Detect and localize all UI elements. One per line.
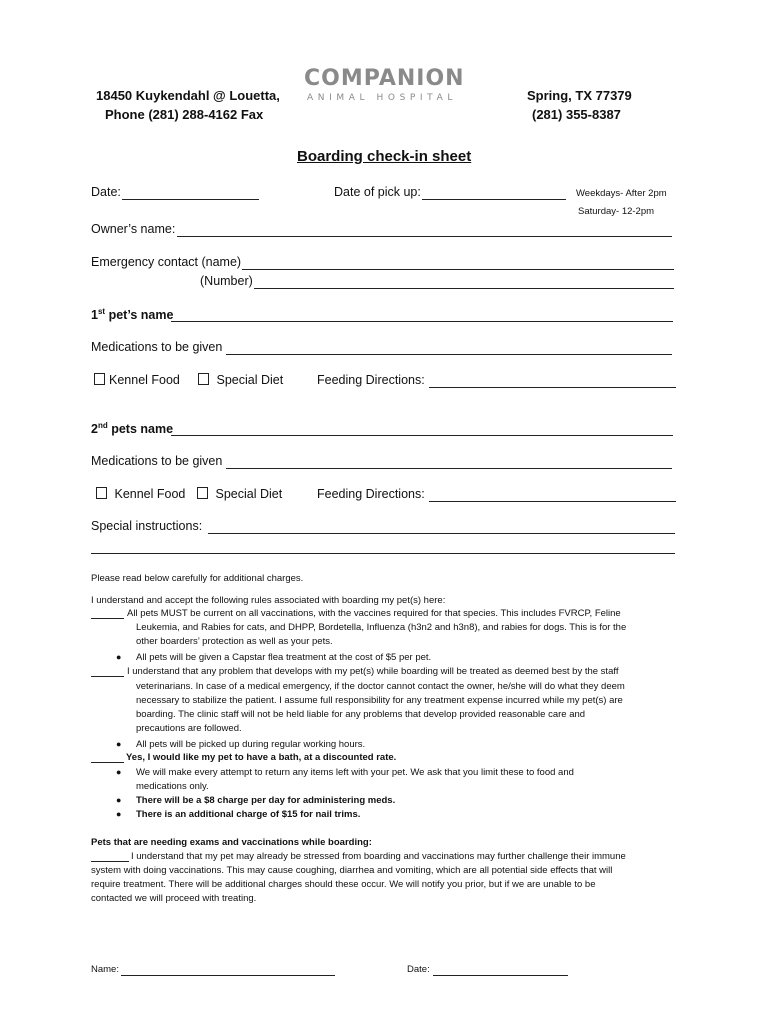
owner-name-label: Owner’s name: [91, 222, 176, 236]
pet1-kennel-food [94, 373, 180, 387]
rule1-line1: All pets MUST be current on all vaccinations, with the vaccines required for that species. This includes FVRCP, Feline [127, 608, 621, 619]
initial-vaccines-field[interactable] [91, 618, 124, 619]
pet2-name-label: 2nd pets name [91, 421, 174, 437]
special-instructions-field[interactable] [208, 533, 675, 534]
kennel-food-label: Kennel Food [114, 487, 186, 501]
pet2-meds-field[interactable] [226, 468, 672, 469]
bullet-icon: ● [116, 652, 122, 662]
pickup-date-label: Date of pick up: [334, 185, 421, 199]
footer-name-label: Name: [91, 964, 119, 975]
phone-line: Phone (281) 288-4162 Fax [105, 107, 264, 122]
exams-line1: I understand that my pet may already be stressed from boarding and vaccinations may further challenge their immune [131, 851, 626, 862]
bullet-icon: ● [116, 767, 122, 777]
pet1-name-label: 1st pet’s name [91, 307, 174, 323]
initial-bath-field[interactable] [91, 762, 124, 763]
exams-heading: Pets that are needing exams and vaccinations while boarding: [91, 837, 372, 848]
pet2-special-diet [197, 487, 282, 501]
bullet-capstar: All pets will be given a Capstar flea treatment at the cost of $5 per pet. [136, 652, 432, 663]
owner-name-field[interactable] [177, 236, 672, 237]
bullet-icon: ● [116, 795, 122, 805]
pet2-feeding-field[interactable] [429, 501, 676, 502]
bullet-items-line2: medications only. [136, 781, 209, 792]
bullet-nail-trims: There is an additional charge of $15 for nail trims. [136, 809, 361, 820]
rules-intro: Please read below carefully for additional charges. [91, 573, 304, 584]
rule2-line4: boarding. The clinic staff will not be held liable for any problems that develop provided reasonable care and [136, 709, 586, 720]
pet2-name-field[interactable] [171, 435, 673, 436]
pet2-special-diet-checkbox[interactable] [197, 487, 208, 499]
bullet-meds-charge: There will be a $8 charge per day for administering meds. [136, 795, 396, 806]
date-label: Date: [91, 185, 121, 199]
rule1-line3: other boarders’ protection as well as your pets. [136, 636, 333, 647]
pet1-kennel-food-checkbox[interactable] [94, 373, 105, 385]
page-title: Boarding check-in sheet [297, 148, 472, 165]
address-line: 18450 Kuykendahl @ Louetta, [96, 88, 280, 103]
special-instructions-field-2[interactable] [91, 553, 675, 554]
exams-line3: require treatment. There will be additional charges should these occur. We will notify you prior, but if we are unable to be [91, 879, 596, 890]
emergency-contact-field[interactable] [242, 269, 674, 270]
weekdays-hours: Weekdays- After 2pm [576, 188, 667, 199]
rule2-line2: veterinarians. In case of a medical emergency, if the doctor cannot contact the owner, he/she will do what they deem [136, 681, 625, 692]
emergency-number-label: (Number) [200, 274, 253, 288]
initial-exams-field[interactable] [91, 861, 129, 862]
special-diet-label: Special Diet [216, 373, 284, 387]
date-field[interactable] [122, 199, 259, 200]
special-diet-label: Special Diet [215, 487, 283, 501]
pet2-kennel-food-checkbox[interactable] [96, 487, 107, 499]
pickup-date-field[interactable] [422, 199, 566, 200]
pet1-feeding-label: Feeding Directions: [317, 373, 425, 387]
rules-accept: I understand and accept the following rules associated with boarding my pet(s) here: [91, 595, 446, 606]
special-instructions-label: Special instructions: [91, 519, 203, 533]
rule2-line5: precautions are followed. [136, 723, 242, 734]
bullet-items-line1: We will make every attempt to return any items left with your pet. We ask that you limit these to food and [136, 767, 574, 778]
emergency-number-field[interactable] [254, 288, 674, 289]
initial-problems-field[interactable] [91, 676, 124, 677]
pet2-meds-label: Medications to be given [91, 454, 223, 468]
pet2-kennel-food [96, 487, 185, 501]
pet1-meds-field[interactable] [226, 354, 672, 355]
footer-date-field[interactable] [433, 975, 568, 976]
rule1-line2: Leukemia, and Rabies for cats, and DHPP, Bordetella, Influenza (h3n2 and h3n8), and rabies for dogs. This is for the [136, 622, 627, 633]
pet1-name-field[interactable] [171, 321, 673, 322]
exams-line2: system with doing vaccinations. This may cause coughing, diarrhea and vomiting, which are all potential side effects that will [91, 865, 613, 876]
bullet-pickup: All pets will be picked up during regular working hours. [136, 739, 366, 750]
bullet-icon: ● [116, 809, 122, 819]
pet2-feeding-label: Feeding Directions: [317, 487, 425, 501]
kennel-food-label: Kennel Food [109, 373, 180, 387]
pet1-feeding-field[interactable] [429, 387, 676, 388]
pet1-meds-label: Medications to be given [91, 340, 223, 354]
bullet-icon: ● [116, 739, 122, 749]
footer-date-label: Date: [407, 964, 430, 975]
saturday-hours: Saturday- 12-2pm [578, 206, 655, 217]
pet1-special-diet [198, 373, 283, 387]
city-line: Spring, TX 77379 [527, 88, 632, 103]
pet1-special-diet-checkbox[interactable] [198, 373, 209, 385]
logo-animal-hospital: ANIMAL HOSPITAL [307, 93, 457, 103]
rule2-line3: necessary to stabilize the patient. I assume full responsibility for any treatment expense incurred while my pet(s) are [136, 695, 623, 706]
bath-option: Yes, I would like my pet to have a bath, at a discounted rate. [126, 752, 397, 763]
rule2-line1: I understand that any problem that develops with my pet(s) while boarding will be treated as deemed best by the staff [127, 666, 619, 677]
fax-number: (281) 355-8387 [532, 107, 621, 122]
exams-line4: contacted we will proceed with treating. [91, 893, 257, 904]
footer-name-field[interactable] [121, 975, 335, 976]
logo-companion: COMPANION [304, 66, 465, 91]
emergency-contact-label: Emergency contact (name) [91, 255, 242, 269]
